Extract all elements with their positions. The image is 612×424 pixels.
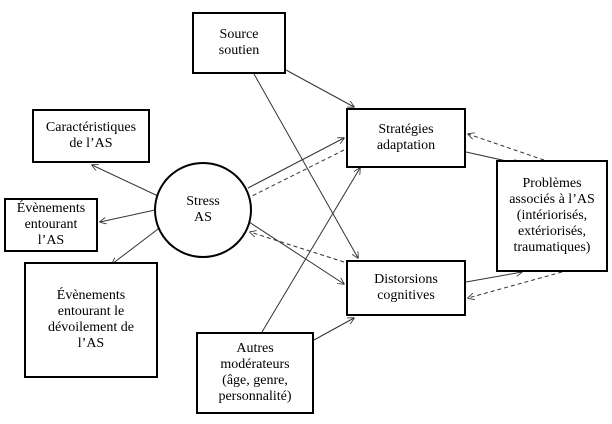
autres-line-4: personnalité)	[218, 389, 292, 404]
prob-line-3: (intériorisés,	[516, 208, 588, 223]
caracteristiques-box	[32, 109, 150, 163]
stress-line-1: Stress	[186, 194, 220, 209]
edge-stress-caracteristiques	[92, 165, 158, 196]
devoil-line-2: entourant le	[57, 304, 125, 319]
edge-source-distorsions	[254, 74, 358, 258]
edge-problemes-distorsions	[468, 272, 562, 298]
distor-line-2: cognitives	[377, 288, 435, 303]
edge-distorsions-problemes	[466, 272, 522, 282]
distorsions-box	[346, 260, 466, 316]
edge-strategies-stress	[244, 150, 344, 200]
devoil-line-4: l’AS	[77, 336, 105, 351]
edge-stress-devoilement	[112, 226, 162, 264]
source-line-2: soutien	[218, 43, 260, 58]
carac-line-2: de l’AS	[69, 136, 113, 151]
stress-line-2: AS	[194, 210, 212, 225]
edge-autres-distorsions	[314, 318, 354, 340]
distor-line-1: Distorsions	[374, 272, 438, 287]
strategies-box	[346, 108, 466, 168]
devoil-line-1: Évènements	[56, 288, 126, 303]
prob-line-2: associés à l’AS	[509, 192, 595, 207]
devoil-line-3: dévoilement de	[48, 320, 134, 335]
edge-stress-strategies	[248, 138, 344, 188]
prob-line-1: Problèmes	[522, 176, 582, 191]
edge-stress-evenements	[100, 210, 155, 222]
edge-distorsions-stress	[250, 232, 344, 262]
even-line-2: entourant l’AS	[24, 217, 78, 248]
source-soutien-box	[192, 12, 286, 74]
autres-line-1: Autres	[236, 341, 274, 356]
carac-line-1: Caractéristiques	[45, 120, 137, 135]
devoilement-box	[24, 262, 158, 378]
evenements-box	[4, 198, 98, 252]
autres-moderateurs-box	[196, 332, 314, 414]
prob-line-4: extériorisés,	[517, 224, 586, 239]
even-line-1: Évènements	[16, 201, 86, 216]
edge-source-strategies	[286, 70, 354, 107]
prob-line-5: traumatiques)	[513, 240, 591, 255]
edge-stress-distorsions	[246, 220, 344, 284]
autres-line-2: modérateurs	[220, 357, 290, 372]
problemes-box	[496, 160, 608, 272]
source-line-1: Source	[219, 27, 259, 42]
autres-line-3: (âge, genre,	[222, 373, 288, 388]
edge-problemes-strategies	[468, 134, 544, 160]
strat-line-1: Stratégies	[378, 122, 434, 137]
strat-line-2: adaptation	[376, 138, 436, 153]
stress-circle	[154, 162, 252, 258]
